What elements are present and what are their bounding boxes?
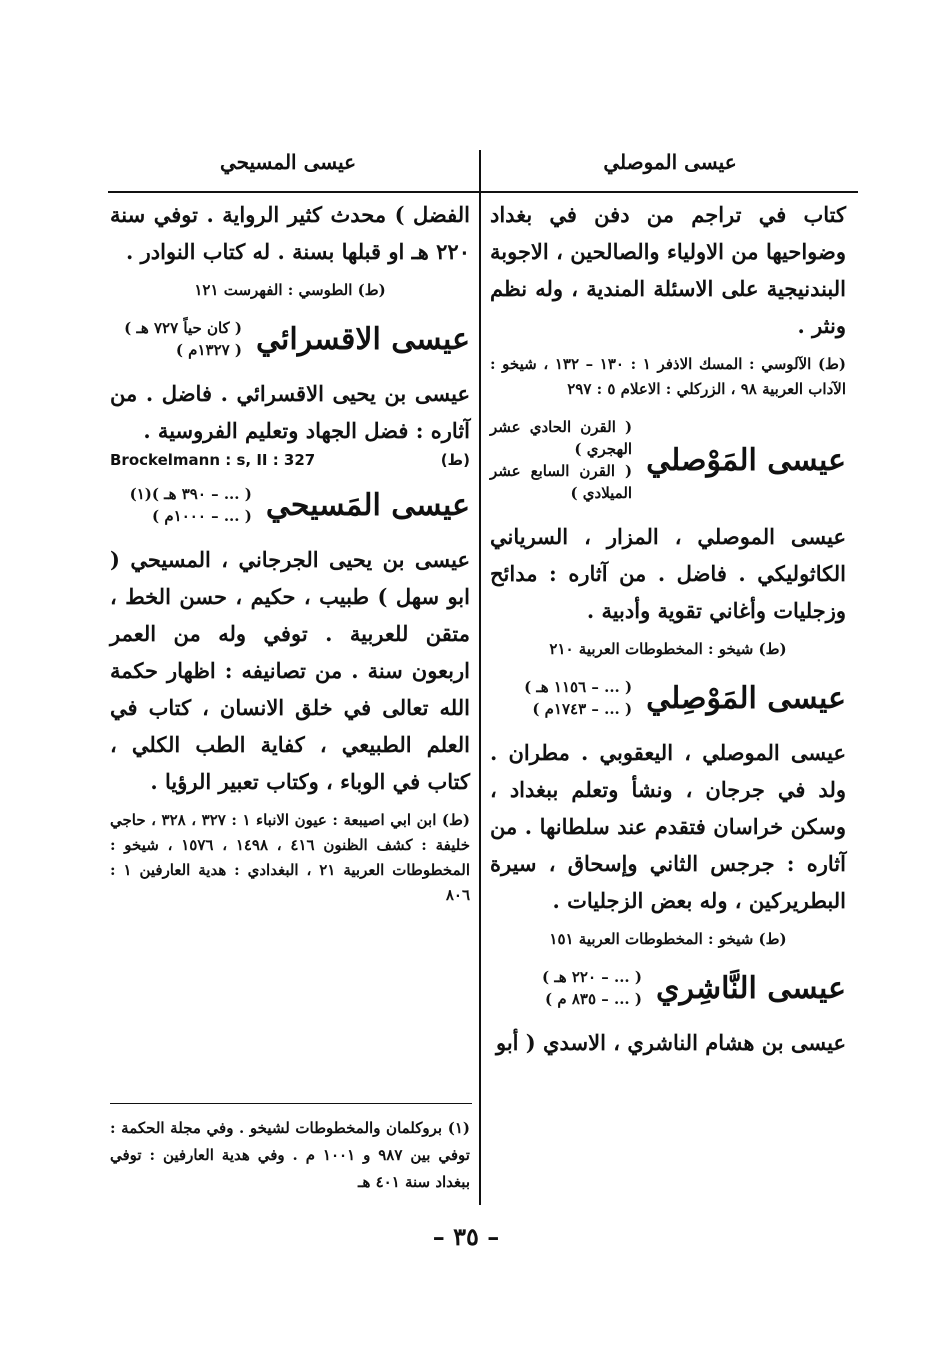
date-gregorian: ( ١٣٢٧م ) [175,341,243,359]
date-gregorian: ( ... – ٨٣٥ م ) [545,990,642,1008]
footnote-rule [110,1103,472,1104]
footnote: (١) بروكلمان والمخطوطات لشيخو . وفي مجلة الحكمة : توفي بين ٩٨٧ و ١٠٠١ م . وفي هدية العارفين : توفي ببغداد سنة ٤٠١ هـ [110,1119,470,1191]
entry-name: عيسى المَسيحي [265,487,470,523]
date-hijri: ( كان حياً ٧٢٧ هـ ) [124,319,243,337]
header-rule [108,191,858,193]
entry-text: عيسى بن يحيى الاقسرائي . فاضل . من آثاره : فضل الجهاد وتعليم الفروسية . [110,381,470,443]
entry-dates [490,416,632,504]
entry-text: عيسى الموصلي ، المزار ، السرياني الكاثوليكي . فاضل . من آثاره : مدائح وزجليات وأغاني تقوية وأدبية . [490,524,846,623]
entry-name: عيسى المَوْصلي [646,442,846,478]
left-column-header: عيسى المسيحي [219,150,357,174]
date-gregorian: ( ... – ١٧٤٣م ) [532,700,633,718]
entry-dates [524,676,632,720]
entry-dates [124,317,242,361]
left-intro-reference: (ط) الطوسي : الفهرست ١٢١ [194,281,386,299]
right-intro-paragraph: كتاب في تراجم من دفن في بغداد وضواحيها من الاولياء والصالحين ، الاجوبة البندنيجية على الاسئلة المندية ، وله نظم ونثر . [490,202,846,338]
page-number: – ٣٥ – [432,1222,500,1251]
entry-heading-mawsili-1 [490,416,846,504]
entry-reference: (ط) ابن ابي اصيبعة : عيون الانباء ١ : ٣٢٧ ، ٣٢٨ ، حاجي خليفة : كشف الظنون ٤١٦ ، ١٤٩٨ ، ١٥٧٦ ، شيخو : المخطوطات العربية ٢١ ، البغدادي : هدية العارفين ١ : ٨٠٦ [110,811,471,904]
date-hijri: ( القرن الحادي عشر الهجري ) [490,418,633,458]
column-divider [479,150,481,1205]
entry-heading-aqsarai [110,317,470,361]
right-column [490,196,846,1061]
entry-name: عيسى النَّاشِري [655,970,846,1006]
entry-text: عيسى بن يحيى الجرجاني ، المسيحي ( ابو سهل ) طبيب ، حكيم ، حسن الخط ، متقن للعربية . توفي وله من العمر اربعون سنة . من تصانيفه : اظهار حكمة الله تعالى في خلق الانسان ، كتاب في العلم الطبيعي ، كفاية الطب الكلي ، كتاب في الوباء ، وكتاب تعبير الرؤيا . [110,547,470,794]
date-hijri: ( ... – ١١٥٦ هـ ) [524,678,633,696]
reference-prefix: (ط) [440,451,470,469]
entry-text: عيسى بن هشام الناشري ، الاسدي ( أبو [495,1030,846,1055]
entry-name: عيسى الاقسرائي [256,321,470,357]
right-column-header: عيسى الموصلي [603,150,737,174]
entry-heading-mawsili-2 [490,676,846,720]
entry-text: عيسى الموصلي ، اليعقوبي . مطران . ولد في جرجان ، ونشأ وتعلم ببغداد ، وسكن خراسان فتقدم عند سلطانها . من آثاره : جرجس الثاني وإسحاق ، سيرة البطريركين ، وله بعض الزجليات . [490,740,846,913]
entry-dates [130,483,252,527]
entry-name: عيسى المَوْصِلي [646,680,846,716]
entry-reference: (ط) شيخو : المخطوطات العربية ١٥١ [549,930,787,948]
date-gregorian: ( ... – ١٠٠٠م ) [152,507,252,525]
date-hijri: ( ... – ٢٢٠ هـ ) [542,968,642,986]
entry-heading-nashiri [490,966,846,1010]
entry-dates [542,966,642,1010]
right-intro-reference: (ط) الآلوسي : المسك الاذفر ١ : ١٣٠ – ١٣٢ ، شيخو : الآداب العربية ٩٨ ، الزركلي : الاعلام ٥ : ٢٩٧ [490,355,847,398]
entry-heading-masihi [110,483,470,527]
date-hijri: ( ... – ٣٩٠ هـ )(١) [129,485,252,503]
left-intro-paragraph: الفضل ) محدث كثير الرواية . توفي سنة ٢٢٠ هـ او قبلها بسنة . له كتاب النوادر . [110,202,470,264]
reference-citation: Brockelmann : s, II : 327 [110,451,316,469]
entry-reference-latin [110,451,470,469]
date-gregorian: ( القرن السابع عشر الميلادي ) [490,462,633,502]
entry-reference: (ط) شيخو : المخطوطات العربية ٢١٠ [549,640,787,658]
left-column [110,196,470,918]
